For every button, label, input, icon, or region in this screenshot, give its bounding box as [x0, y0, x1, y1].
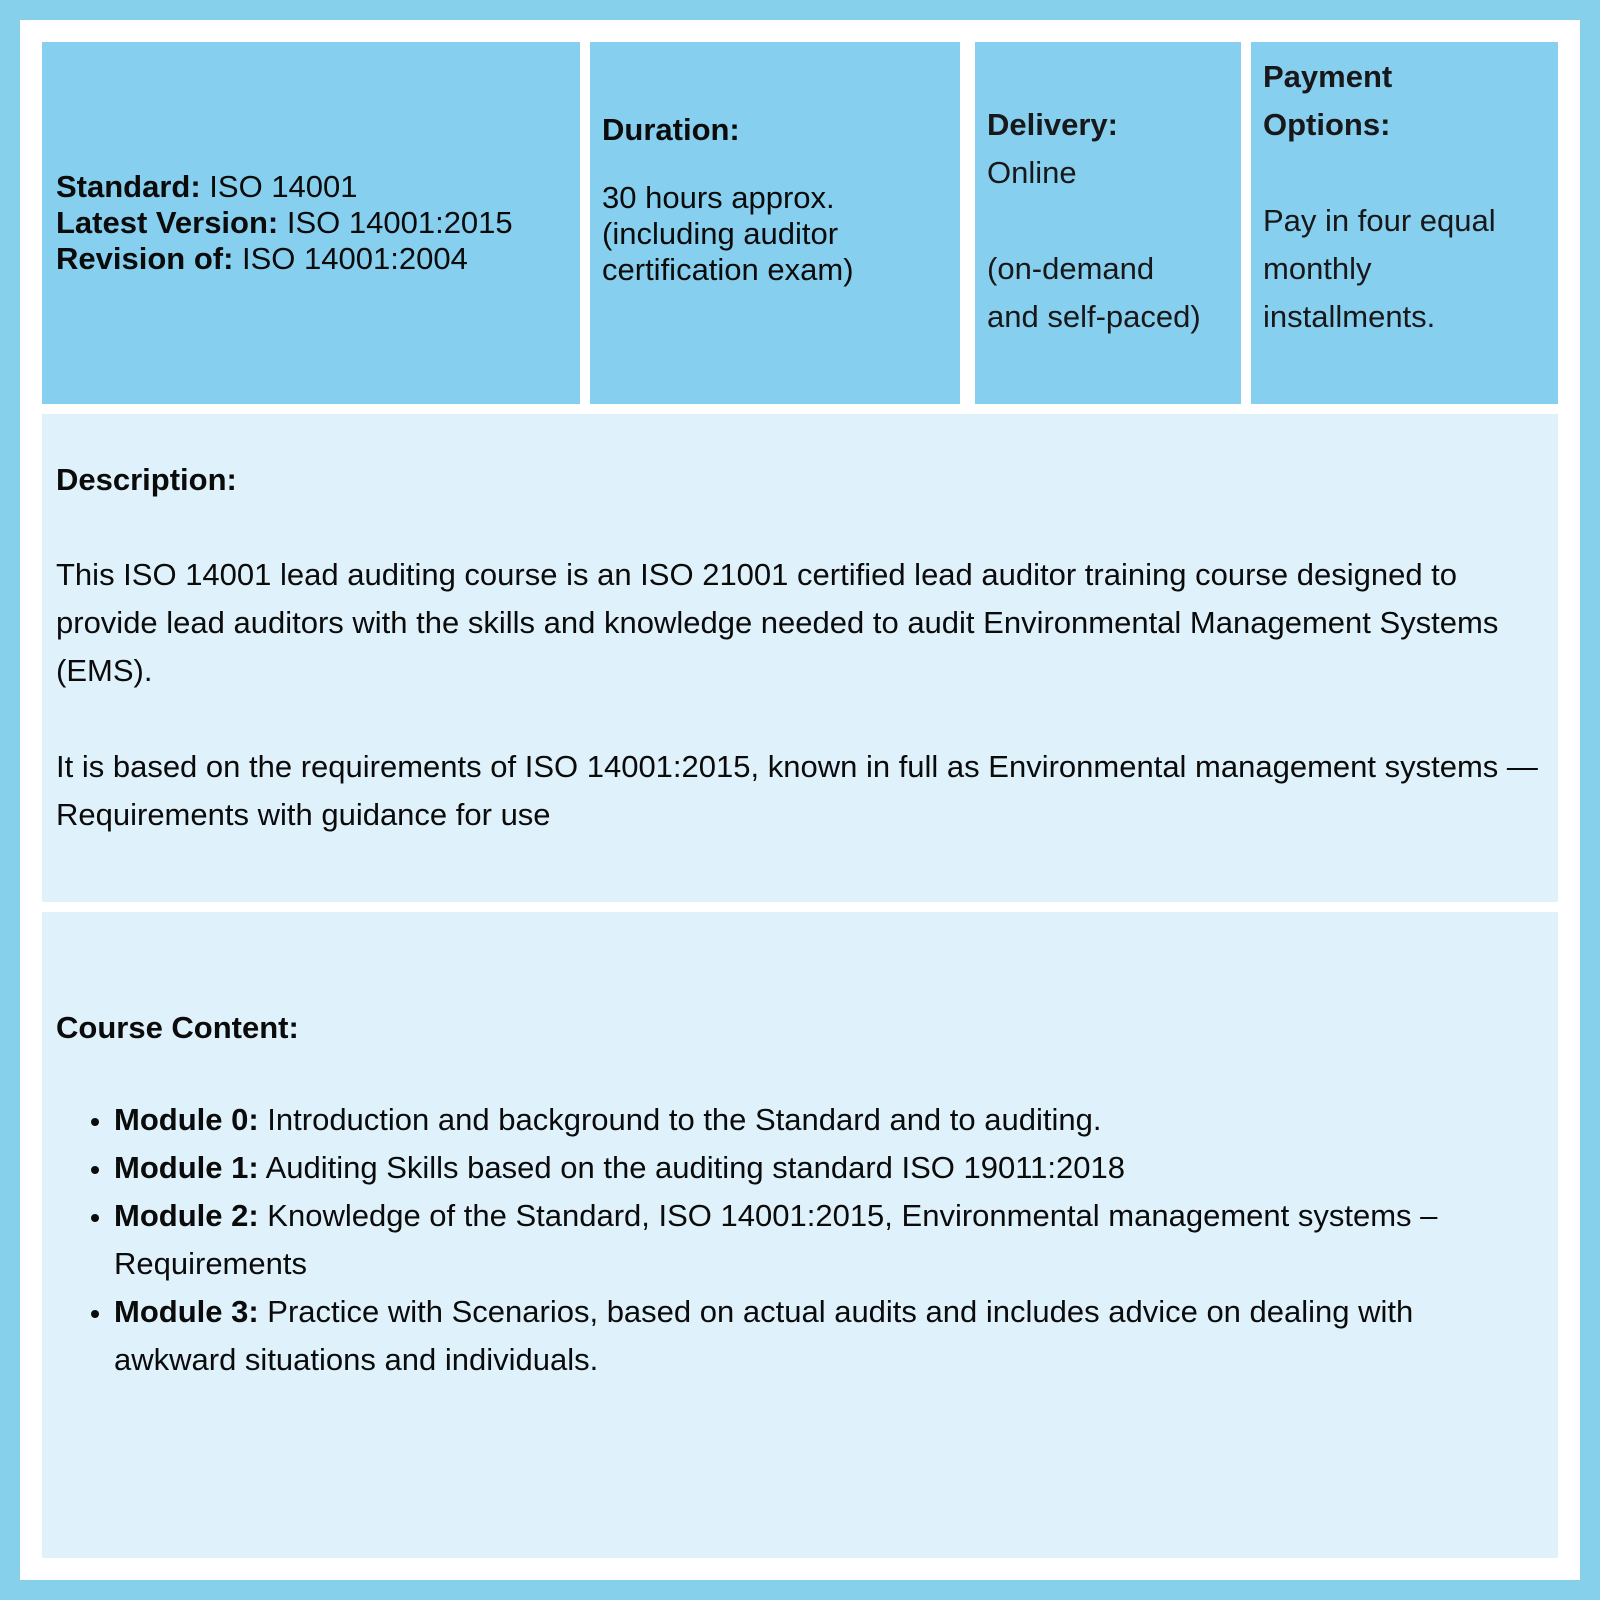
duration-line-3: certification exam)	[602, 252, 854, 287]
module-label: Module 2:	[114, 1198, 259, 1233]
standard-info	[56, 169, 513, 277]
delivery-spacer	[987, 197, 1201, 245]
latest-version-row	[56, 205, 513, 241]
standard-label: Standard:	[56, 169, 201, 204]
standard-value: ISO 14001	[200, 169, 358, 204]
module-label: Module 0:	[114, 1102, 259, 1137]
module-text: Knowledge of the Standard, ISO 14001:2015, Environmental management systems – Requirements	[114, 1198, 1438, 1281]
duration-cell	[590, 42, 960, 404]
module-item	[56, 1096, 1536, 1144]
module-list	[56, 1096, 1536, 1384]
delivery-cell	[975, 42, 1241, 404]
module-item	[56, 1144, 1536, 1192]
delivery-value: Online	[987, 155, 1077, 190]
description-heading: Description:	[56, 462, 237, 497]
description-paragraph-1: This ISO 14001 lead auditing course is an ISO 21001 certified lead auditor training course designed to provide lead auditors with the skills and knowledge needed to audit Environmental Management Systems (EMS).	[56, 557, 1499, 688]
module-text: Practice with Scenarios, based on actual audits and includes advice on dealing with awkward situations and individuals.	[114, 1294, 1414, 1377]
payment-info	[1263, 53, 1496, 341]
payment-label-line-2: Options:	[1263, 107, 1391, 142]
payment-cell	[1251, 42, 1558, 404]
duration-value	[602, 180, 854, 288]
module-item	[56, 1288, 1536, 1384]
latest-version-value: ISO 14001:2015	[278, 205, 513, 240]
module-label: Module 1:	[114, 1150, 259, 1185]
payment-line-3: installments.	[1263, 299, 1436, 334]
description-paragraph-2: It is based on the requirements of ISO 14001:2015, known in full as Environmental management systems — Requirements with guidance for use	[56, 749, 1538, 832]
payment-line-2: monthly	[1263, 251, 1372, 286]
course-info-table	[20, 20, 1580, 1580]
module-item	[56, 1192, 1536, 1288]
module-text: Auditing Skills based on the auditing standard ISO 19011:2018	[258, 1150, 1125, 1185]
payment-label-line-1: Payment	[1263, 59, 1393, 94]
delivery-info	[987, 53, 1201, 341]
duration-line-1: 30 hours approx.	[602, 180, 835, 215]
duration-line-2: (including auditor	[602, 216, 839, 251]
module-label: Module 3:	[114, 1294, 259, 1329]
delivery-note-line-2: and self-paced)	[987, 299, 1201, 334]
duration-label: Duration:	[602, 112, 740, 147]
payment-line-1: Pay in four equal	[1263, 203, 1496, 238]
module-text: Introduction and background to the Standard and to auditing.	[258, 1102, 1102, 1137]
course-content-heading: Course Content:	[56, 1010, 299, 1045]
description-cell	[42, 414, 1558, 902]
revision-row	[56, 241, 513, 277]
standard-row	[56, 169, 513, 205]
delivery-label: Delivery:	[987, 107, 1118, 142]
revision-value: ISO 14001:2004	[233, 241, 468, 276]
delivery-note-line-1: (on-demand	[987, 251, 1155, 286]
course-content-cell	[42, 912, 1558, 1558]
standard-cell	[42, 42, 580, 404]
payment-spacer	[1263, 149, 1496, 197]
latest-version-label: Latest Version:	[56, 205, 279, 240]
revision-label: Revision of:	[56, 241, 234, 276]
